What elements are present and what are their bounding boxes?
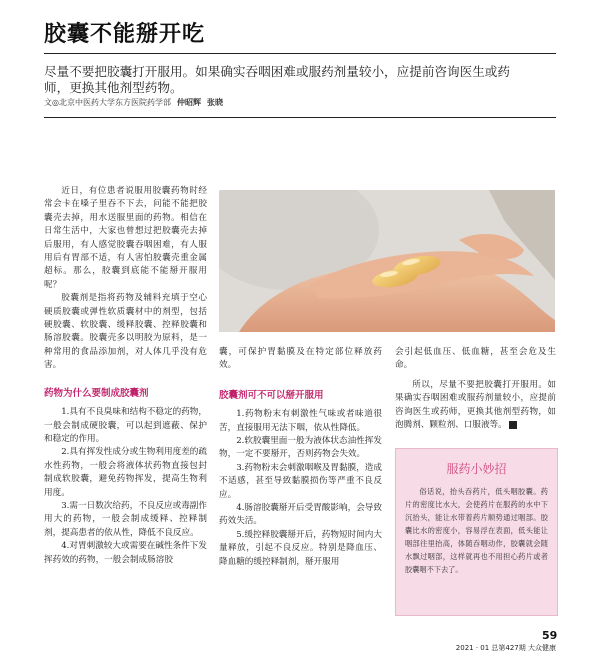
paragraph: 胶囊剂是指将药物及辅料充填于空心硬质胶囊或弹性软质囊材中的剂型，包括硬胶囊、软胶囊、缓释胶囊、控释胶囊和肠溶胶囊。胶囊壳多以明胶为原料，是一种常用的食品添加剂，对人体几乎没有危害。 [44,293,207,371]
tip-box [395,448,558,616]
byline [44,97,223,108]
paragraph: 4.肠溶胶囊掰开后受胃酸影响，会导致药效失活。 [219,503,382,527]
column-2 [219,346,382,569]
section-heading: 药物为什么要制成胶囊剂 [44,387,149,399]
paragraph: 会引起低血压、低血糖，甚至会危及生命。 [395,347,556,371]
column-3 [395,346,556,432]
byline-prefix: 文◎北京中医药大学东方医院药学部 [44,98,171,107]
author-1: 仲昭辉 [176,98,201,107]
paragraph: 4.对胃刺激较大或需要在碱性条件下发挥药效的药物，一般会制成肠溶胶 [44,541,207,565]
author-2: 张晓 [206,98,223,107]
paragraph: 1.具有不良臭味和结构不稳定的药物，一般会制成硬胶囊，可以起到遮蔽、保护和稳定的作用。 [44,407,207,444]
column-1 [44,185,207,567]
paragraph: 近日，有位患者说服用胶囊药物时经常会卡在嗓子里吞不下去，问能不能把胶囊壳去掉，用水送服里面的药物。相信在日常生活中，大家也曾想过把胶囊壳去掉后服用，有人感觉胶囊吞咽困难，有人服用后有胃部不适，有人害怕胶囊壳重金属超标。那么，胶囊到底能不能掰开服用呢？ [44,186,207,290]
paragraph-text: 所以，尽量不要把胶囊打开服用。如果确实吞咽困难或服药剂量较小，应提前咨询医生或药师，更换其他剂型药物，如泡腾剂、颗粒剂、口服液等。 [395,379,556,431]
byline-rule [44,117,556,118]
tip-title: 服药小妙招 [446,462,507,476]
tip-text: 俗话说，抬头吞药片，低头咽胶囊。药片的密度比水大，会使药片在服药的水中下沉抬头，能让水带着药片顺势通过咽部。胶囊比水的密度小，容易浮在表面，低头能让咽部往里抬高，体随吞咽动作，胶囊就会随水飘过咽部，这样就再也不用担心药片或者胶囊咽不下去了。 [405,487,548,574]
article-title: 胶囊不能掰开吃 [44,22,206,47]
intro-text: 尽量不要把胶囊打开服用。如果确实吞咽困难或服药剂量较小，应提前咨询医生或药师，更换其他剂型药物。 [44,64,510,95]
end-mark-icon [509,421,517,429]
capsules-photo [219,190,555,332]
hand-holding-capsules-image [219,190,555,332]
title-rule [44,53,556,54]
paragraph: 2.具有挥发性成分或生物利用度差的疏水性药物，一般会将液体状药物直接包封制成软胶囊，避免药物挥发，提高生物利用度。 [44,447,207,498]
paragraph [395,379,556,433]
paragraph: 囊，可保护胃黏膜及在特定部位释放药效。 [219,347,382,371]
paragraph: 5.缓控释胶囊掰开后，药物短时间内大量释放，引起不良反应。特别是降血压、降血糖的缓控释制剂，掰开服用 [219,529,382,567]
page-number: 59 [542,629,558,642]
paragraph: 2.软胶囊里面一般为液体状态油性挥发物，一定不要掰开，否则药物会失效。 [219,436,382,460]
paragraph: 1.药物粉末有刺激性气味或者味道很苦，直接服用无法下咽，依从性降低。 [219,409,382,433]
paragraph: 3.需一日数次给药，不良反应或毒副作用大的药物，一般会制成缓释、控释制剂，提高患者的依从性，降低不良反应。 [44,500,207,538]
paragraph: 3.药物粉末会刺激咽喉及胃黏膜，造成不适感，甚至导致黏膜损伤等严重不良反应。 [219,462,382,500]
section-heading: 胶囊剂可不可以掰开服用 [219,389,324,401]
issue-footer: 2021 · 01 总第427期 大众健康 [455,644,556,652]
